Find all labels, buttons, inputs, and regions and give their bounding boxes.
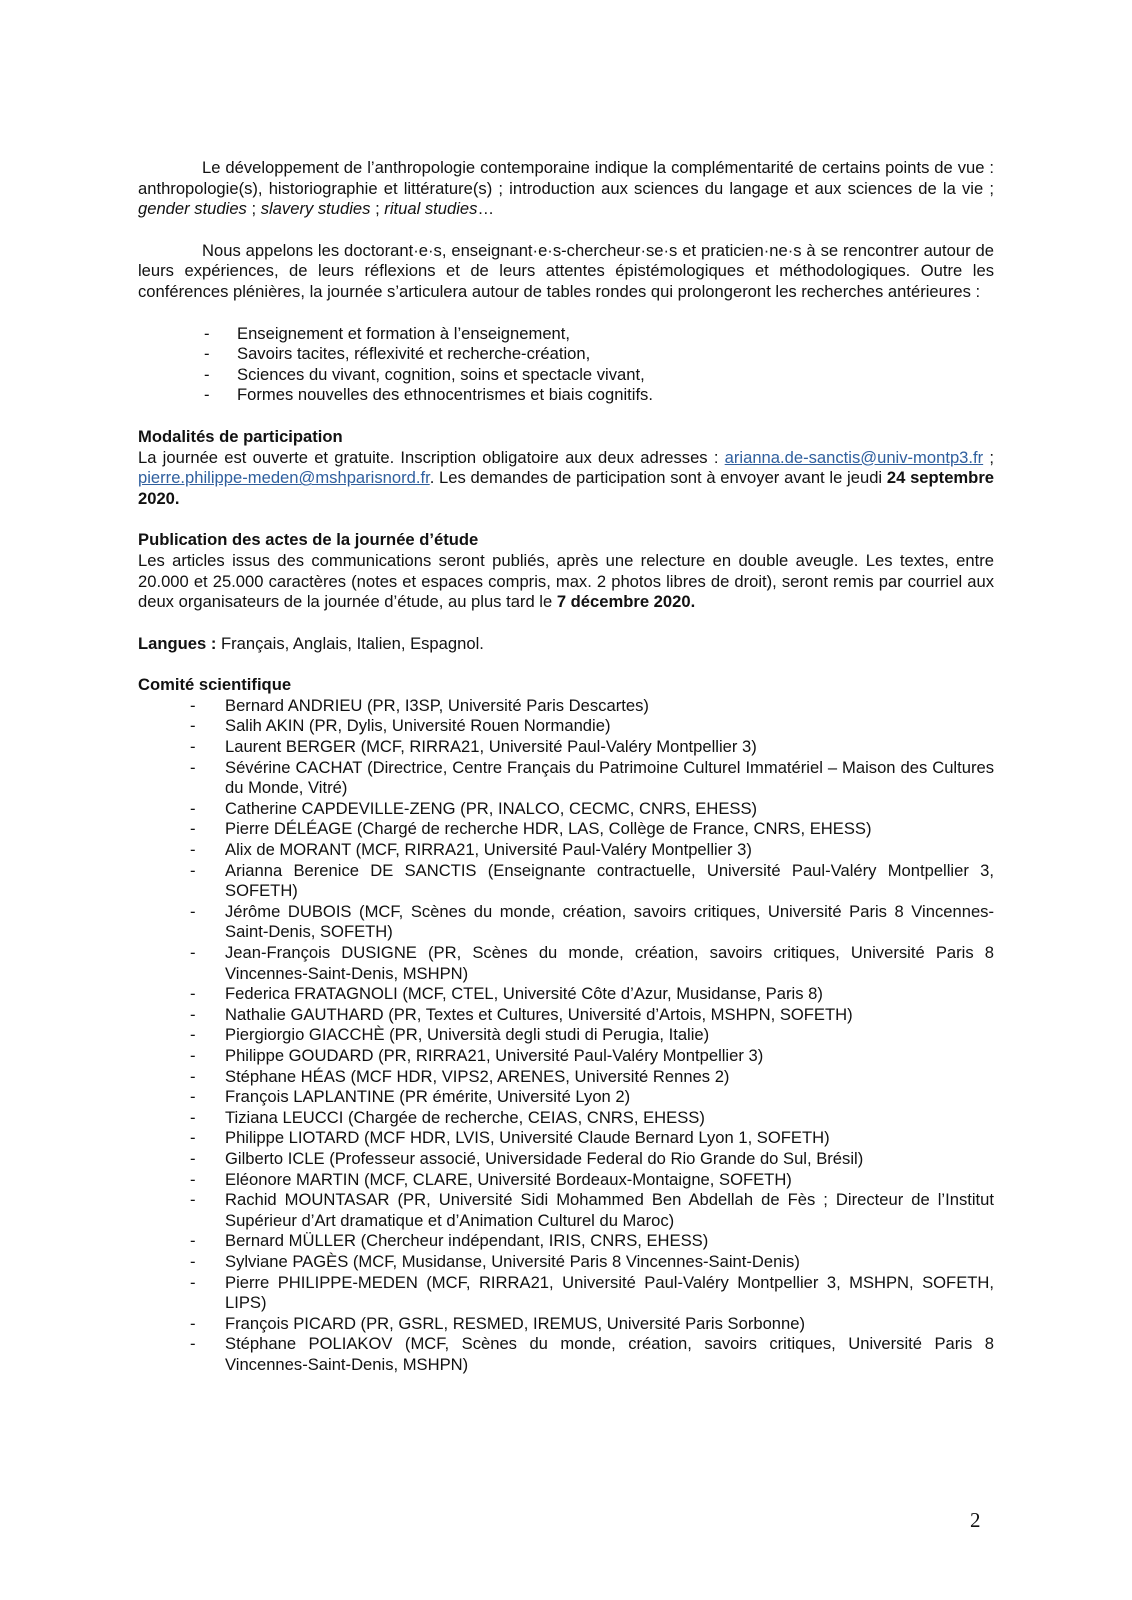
publication-text: Les articles issus des communications seront publiés, après une relecture en double aveugle. Les textes, entre 20.000 et 25.000 caractères (notes et espaces compris, max. 2 photos libres de droit), seront remis par courriel aux deux organisateurs de la journée d’étude, au plus tard le [138,550,994,612]
committee-member: Eléonore MARTIN (MCF, CLARE, Université Bordeaux-Montaigne, SOFETH) [225,1169,792,1189]
dash-bullet: - [190,901,196,921]
committee-member: Salih AKIN (PR, Dylis, Université Rouen Normandie) [225,716,611,736]
list-item [138,1190,994,1231]
committee-member: Stéphane HÉAS (MCF HDR, VIPS2, ARENES, Université Rennes 2) [225,1066,730,1086]
list-item [138,758,994,799]
dash-bullet: - [190,695,196,715]
committee-member: Philippe GOUDARD (PR, RIRRA21, Université Paul-Valéry Montpellier 3) [225,1045,764,1065]
dash-bullet: - [190,1066,196,1086]
committee-member: Sylviane PAGÈS (MCF, Musidanse, Université Paris 8 Vincennes-Saint-Denis) [225,1251,800,1271]
publication-deadline: 7 décembre 2020. [556,592,696,612]
list-item [138,799,994,820]
dash-bullet: - [190,1004,196,1024]
dash-bullet: - [204,344,210,364]
list-item [138,861,994,902]
list-item [138,1149,994,1170]
dash-bullet: - [190,943,196,962]
list-item [138,1273,994,1314]
participation-text: La journée est ouverte et gratuite. Inscription obligatoire aux deux adresses : [138,447,725,467]
list-item [138,737,994,758]
committee-heading: Comité scientifique [138,675,292,695]
dash-bullet: - [190,984,196,1004]
committee-member: Bernard MÜLLER (Chercheur indépendant, IRIS, CNRS, EHESS) [225,1231,709,1251]
list-item [138,943,994,984]
dash-bullet: - [204,323,210,343]
page-content [138,158,994,1375]
committee-member: Jean-François DUSIGNE (PR, Scènes du monde, création, savoirs critiques, Université Paris 8 Vincennes-Saint-Denis, MSHPN) [225,943,994,983]
committee-member: Rachid MOUNTASAR (PR, Université Sidi Mohammed Ben Abdellah de Fès ; Directeur de l’Institut Supérieur d’Art dramatique et d’Animation Culturel du Maroc) [225,1190,994,1230]
dash-bullet: - [190,1045,196,1065]
dash-bullet: - [190,860,196,880]
ellipsis: … [477,199,495,219]
ritual-studies-term: ritual studies [384,199,478,219]
committee-member: Piergiorgio GIACCHÈ (PR, Università degli studi di Perugia, Italie) [225,1025,710,1045]
languages-label: Langues : [138,633,217,653]
intro-paragraph-1 [138,158,994,220]
list-item [138,1005,994,1026]
dash-bullet: - [190,716,196,736]
topic-text: Sciences du vivant, cognition, soins et spectacle vivant, [237,364,645,384]
dash-bullet: - [190,757,196,777]
list-item [138,1108,994,1129]
separator: ; [246,199,261,219]
publication-paragraph [138,551,994,613]
dash-bullet: - [190,1169,196,1189]
list-item [138,1046,994,1067]
dash-bullet: - [190,1107,196,1127]
dash-bullet: - [190,840,196,860]
publication-heading: Publication des actes de la journée d’étude [138,530,479,550]
committee-member: Bernard ANDRIEU (PR, I3SP, Université Paris Descartes) [225,695,649,715]
topic-text: Enseignement et formation à l’enseignement, [237,323,570,343]
topic-text: Savoirs tacites, réflexivité et recherche-création, [237,344,591,364]
list-item [138,324,994,345]
dash-bullet: - [190,1231,196,1251]
list-item [138,716,994,737]
dash-bullet: - [190,1313,196,1333]
dash-bullet: - [190,1190,196,1210]
participation-text: . Les demandes de participation sont à envoyer avant le jeudi [429,468,887,488]
page-number: 2 [970,1508,981,1532]
list-item [138,1252,994,1273]
committee-list [138,696,994,1376]
dash-bullet: - [190,1251,196,1271]
list-item [138,1025,994,1046]
list-item [138,1087,994,1108]
committee-member: Stéphane POLIAKOV (MCF, Scènes du monde, création, savoirs critiques, Université Paris 8 Vincennes-Saint-Denis, MSHPN) [225,1334,994,1374]
committee-member: Federica FRATAGNOLI (MCF, CTEL, Université Côte d’Azur, Musidanse, Paris 8) [225,984,823,1004]
separator: ; [983,447,994,467]
intro-paragraph-2: Nous appelons les doctorant·e·s, enseignant·e·s-chercheur·se·s et praticien·ne·s à se rencontrer autour de leurs expériences, de leurs réflexions et de leurs attentes épistémologiques et méthodologiques. Outre les conférences plénières, la journée s’articulera autour de tables rondes qui prolongeront les recherches antérieures : [138,240,994,301]
languages-line [138,634,994,655]
topics-list [138,324,994,406]
email-link-arianna[interactable]: arianna.de-sanctis@univ-montp3.fr [724,447,984,467]
dash-bullet: - [204,385,210,405]
list-item [138,365,994,386]
committee-member: Philippe LIOTARD (MCF HDR, LVIS, Université Claude Bernard Lyon 1, SOFETH) [225,1128,830,1148]
participation-deadline: 24 septembre 2020. [138,468,995,508]
separator: ; [370,199,385,219]
participation-paragraph [138,448,994,510]
committee-member: Pierre PHILIPPE-MEDEN (MCF, RIRRA21, Université Paul-Valéry Montpellier 3, MSHPN, SOFETH, LIPS) [225,1272,994,1313]
languages-value: Français, Anglais, Italien, Espagnol. [216,633,484,653]
committee-member: François LAPLANTINE (PR émérite, Université Lyon 2) [225,1087,631,1107]
committee-member: Jérôme DUBOIS (MCF, Scènes du monde, création, savoirs critiques, Université Paris 8 Vincennes-Saint-Denis, SOFETH) [225,901,994,942]
intro-text: Le développement de l’anthropologie contemporaine indique la complémentarité de certains points de vue : anthropologie(s), historiographie et littérature(s) ; introduction aux sciences du langage et aux sciences de la vie ; [138,158,994,198]
list-item [138,344,994,365]
list-item [138,840,994,861]
committee-member: Sévérine CACHAT (Directrice, Centre Français du Patrimoine Culturel Immatériel – Maison des Cultures du Monde, Vitré) [225,757,994,798]
slavery-studies-term: slavery studies [260,199,371,219]
dash-bullet: - [190,1272,196,1292]
list-item [138,984,994,1005]
email-link-pierre[interactable]: pierre.philippe-meden@mshparisnord.fr [138,468,430,488]
participation-heading: Modalités de participation [138,426,343,446]
list-item [138,819,994,840]
topic-text: Formes nouvelles des ethnocentrismes et biais cognitifs. [237,385,653,405]
list-item [138,1231,994,1252]
dash-bullet: - [190,737,196,757]
list-item [138,902,994,943]
committee-member: Pierre DÉLÉAGE (Chargé de recherche HDR, LAS, Collège de France, CNRS, EHESS) [225,819,872,839]
committee-member: Arianna Berenice DE SANCTIS (Enseignante contractuelle, Université Paul-Valéry Montpellier 3, SOFETH) [225,860,994,901]
gender-studies-term: gender studies [138,199,247,219]
dash-bullet: - [190,1087,196,1107]
dash-bullet: - [190,798,196,818]
list-item [138,385,994,406]
committee-member: François PICARD (PR, GSRL, RESMED, IREMUS, Université Paris Sorbonne) [225,1313,806,1333]
dash-bullet: - [190,1128,196,1148]
dash-bullet: - [190,1025,196,1045]
committee-member: Gilberto ICLE (Professeur associé, Universidade Federal do Rio Grande do Sul, Brésil) [225,1148,864,1168]
dash-bullet: - [190,1334,196,1354]
list-item [138,1170,994,1191]
committee-member: Alix de MORANT (MCF, RIRRA21, Université Paul-Valéry Montpellier 3) [225,840,752,860]
list-item [138,1067,994,1088]
dash-bullet: - [204,364,210,384]
list-item [138,1334,994,1375]
committee-member: Nathalie GAUTHARD (PR, Textes et Cultures, Université d’Artois, MSHPN, SOFETH) [225,1004,853,1024]
list-item [138,696,994,717]
dash-bullet: - [190,1148,196,1168]
committee-member: Tiziana LEUCCI (Chargée de recherche, CEIAS, CNRS, EHESS) [225,1107,705,1127]
committee-member: Catherine CAPDEVILLE-ZENG (PR, INALCO, CECMC, CNRS, EHESS) [225,798,758,818]
dash-bullet: - [190,819,196,839]
committee-member: Laurent BERGER (MCF, RIRRA21, Université Paul-Valéry Montpellier 3) [225,737,757,757]
list-item [138,1128,994,1149]
list-item [138,1314,994,1335]
